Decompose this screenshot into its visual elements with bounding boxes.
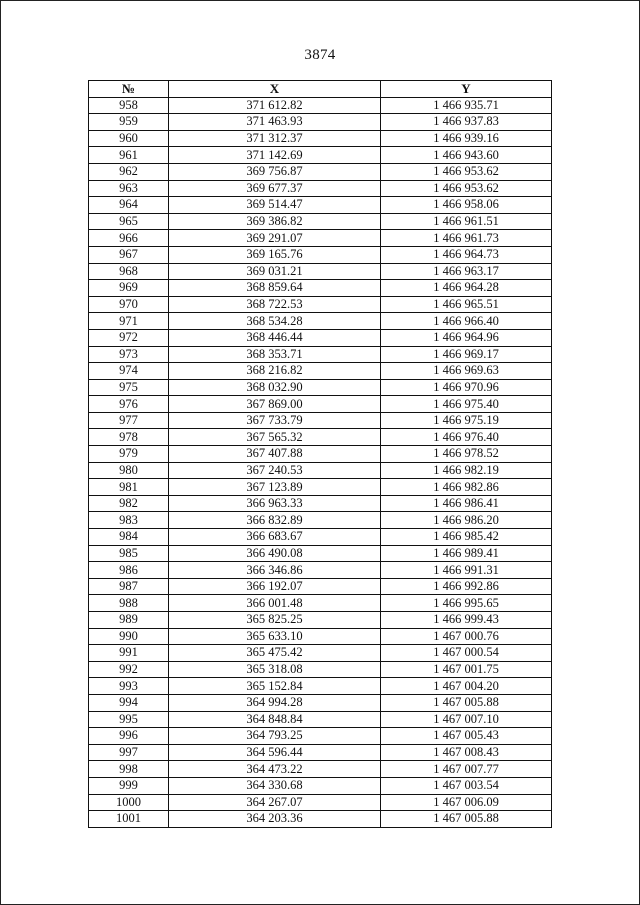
cell-x: 364 994.28 xyxy=(169,694,381,711)
cell-y: 1 466 985.42 xyxy=(381,529,552,546)
cell-number: 958 xyxy=(89,97,169,114)
cell-number: 960 xyxy=(89,130,169,147)
cell-x: 368 353.71 xyxy=(169,346,381,363)
cell-y: 1 466 953.62 xyxy=(381,180,552,197)
cell-number: 966 xyxy=(89,230,169,247)
table-row xyxy=(89,346,552,363)
cell-number: 978 xyxy=(89,429,169,446)
cell-y: 1 467 004.20 xyxy=(381,678,552,695)
cell-y: 1 466 999.43 xyxy=(381,612,552,629)
table-row xyxy=(89,728,552,745)
cell-x: 368 859.64 xyxy=(169,280,381,297)
cell-number: 964 xyxy=(89,197,169,214)
cell-x: 366 832.89 xyxy=(169,512,381,529)
cell-number: 971 xyxy=(89,313,169,330)
table-row xyxy=(89,296,552,313)
cell-x: 369 756.87 xyxy=(169,163,381,180)
cell-y: 1 466 964.96 xyxy=(381,329,552,346)
table-row xyxy=(89,711,552,728)
cell-x: 369 386.82 xyxy=(169,213,381,230)
table-row xyxy=(89,446,552,463)
cell-y: 1 467 008.43 xyxy=(381,744,552,761)
cell-y: 1 466 961.73 xyxy=(381,230,552,247)
table-row xyxy=(89,379,552,396)
cell-x: 371 463.93 xyxy=(169,114,381,131)
cell-number: 998 xyxy=(89,761,169,778)
cell-number: 983 xyxy=(89,512,169,529)
cell-number: 987 xyxy=(89,578,169,595)
cell-number: 995 xyxy=(89,711,169,728)
cell-y: 1 467 001.75 xyxy=(381,661,552,678)
table-row xyxy=(89,777,552,794)
cell-y: 1 466 966.40 xyxy=(381,313,552,330)
cell-x: 368 216.82 xyxy=(169,363,381,380)
cell-y: 1 466 937.83 xyxy=(381,114,552,131)
cell-y: 1 467 005.43 xyxy=(381,728,552,745)
cell-x: 364 848.84 xyxy=(169,711,381,728)
cell-y: 1 467 007.10 xyxy=(381,711,552,728)
table-row xyxy=(89,313,552,330)
cell-y: 1 466 986.20 xyxy=(381,512,552,529)
cell-number: 982 xyxy=(89,495,169,512)
cell-y: 1 466 963.17 xyxy=(381,263,552,280)
table-row xyxy=(89,147,552,164)
table-row xyxy=(89,495,552,512)
cell-number: 989 xyxy=(89,612,169,629)
cell-number: 973 xyxy=(89,346,169,363)
table-row xyxy=(89,744,552,761)
page-number: 3874 xyxy=(304,47,336,63)
cell-number: 970 xyxy=(89,296,169,313)
cell-y: 1 466 978.52 xyxy=(381,446,552,463)
table-row xyxy=(89,329,552,346)
cell-x: 365 825.25 xyxy=(169,612,381,629)
table-row xyxy=(89,612,552,629)
cell-number: 988 xyxy=(89,595,169,612)
cell-number: 990 xyxy=(89,628,169,645)
column-header-y: Y xyxy=(381,81,552,98)
table-row xyxy=(89,661,552,678)
cell-number: 977 xyxy=(89,412,169,429)
table-header-row xyxy=(89,81,552,98)
cell-number: 991 xyxy=(89,645,169,662)
cell-number: 976 xyxy=(89,396,169,413)
cell-x: 371 612.82 xyxy=(169,97,381,114)
cell-number: 1000 xyxy=(89,794,169,811)
cell-x: 371 142.69 xyxy=(169,147,381,164)
cell-number: 1001 xyxy=(89,811,169,828)
cell-y: 1 466 970.96 xyxy=(381,379,552,396)
cell-y: 1 467 005.88 xyxy=(381,694,552,711)
cell-y: 1 466 964.73 xyxy=(381,246,552,263)
cell-x: 366 192.07 xyxy=(169,578,381,595)
cell-y: 1 466 976.40 xyxy=(381,429,552,446)
cell-x: 366 963.33 xyxy=(169,495,381,512)
table-row xyxy=(89,97,552,114)
cell-y: 1 466 991.31 xyxy=(381,562,552,579)
cell-number: 963 xyxy=(89,180,169,197)
table-row xyxy=(89,794,552,811)
cell-number: 961 xyxy=(89,147,169,164)
cell-x: 365 318.08 xyxy=(169,661,381,678)
table-row xyxy=(89,628,552,645)
table-row xyxy=(89,197,552,214)
cell-number: 996 xyxy=(89,728,169,745)
cell-y: 1 466 965.51 xyxy=(381,296,552,313)
cell-y: 1 467 000.76 xyxy=(381,628,552,645)
table-row xyxy=(89,529,552,546)
cell-y: 1 466 969.17 xyxy=(381,346,552,363)
table-row xyxy=(89,230,552,247)
cell-number: 967 xyxy=(89,246,169,263)
table-row xyxy=(89,512,552,529)
cell-y: 1 466 964.28 xyxy=(381,280,552,297)
cell-x: 366 490.08 xyxy=(169,545,381,562)
cell-x: 368 722.53 xyxy=(169,296,381,313)
table-row xyxy=(89,363,552,380)
cell-x: 364 330.68 xyxy=(169,777,381,794)
cell-x: 366 683.67 xyxy=(169,529,381,546)
cell-y: 1 466 982.86 xyxy=(381,479,552,496)
cell-number: 974 xyxy=(89,363,169,380)
cell-number: 975 xyxy=(89,379,169,396)
cell-x: 368 032.90 xyxy=(169,379,381,396)
cell-x: 367 733.79 xyxy=(169,412,381,429)
cell-y: 1 466 939.16 xyxy=(381,130,552,147)
cell-y: 1 466 935.71 xyxy=(381,97,552,114)
cell-x: 368 446.44 xyxy=(169,329,381,346)
cell-x: 367 240.53 xyxy=(169,462,381,479)
table-row xyxy=(89,396,552,413)
cell-x: 367 565.32 xyxy=(169,429,381,446)
cell-number: 992 xyxy=(89,661,169,678)
cell-y: 1 466 975.19 xyxy=(381,412,552,429)
cell-x: 364 793.25 xyxy=(169,728,381,745)
cell-number: 985 xyxy=(89,545,169,562)
cell-number: 962 xyxy=(89,163,169,180)
table-row xyxy=(89,578,552,595)
cell-y: 1 467 006.09 xyxy=(381,794,552,811)
table-row xyxy=(89,130,552,147)
cell-x: 371 312.37 xyxy=(169,130,381,147)
cell-number: 965 xyxy=(89,213,169,230)
cell-number: 993 xyxy=(89,678,169,695)
cell-x: 369 291.07 xyxy=(169,230,381,247)
cell-number: 972 xyxy=(89,329,169,346)
cell-number: 981 xyxy=(89,479,169,496)
table-row xyxy=(89,811,552,828)
cell-x: 365 475.42 xyxy=(169,645,381,662)
cell-x: 365 633.10 xyxy=(169,628,381,645)
column-header-number: № xyxy=(89,81,169,98)
table-row xyxy=(89,263,552,280)
table-row xyxy=(89,180,552,197)
cell-y: 1 467 003.54 xyxy=(381,777,552,794)
cell-x: 366 346.86 xyxy=(169,562,381,579)
cell-number: 969 xyxy=(89,280,169,297)
cell-x: 364 473.22 xyxy=(169,761,381,778)
table-row xyxy=(89,694,552,711)
table-row xyxy=(89,479,552,496)
cell-number: 997 xyxy=(89,744,169,761)
cell-x: 369 514.47 xyxy=(169,197,381,214)
cell-x: 364 596.44 xyxy=(169,744,381,761)
cell-x: 369 677.37 xyxy=(169,180,381,197)
table-row xyxy=(89,412,552,429)
cell-x: 367 123.89 xyxy=(169,479,381,496)
table-row xyxy=(89,645,552,662)
column-header-x: X xyxy=(169,81,381,98)
cell-x: 366 001.48 xyxy=(169,595,381,612)
cell-y: 1 466 953.62 xyxy=(381,163,552,180)
cell-number: 999 xyxy=(89,777,169,794)
table-body xyxy=(89,97,552,827)
cell-y: 1 466 989.41 xyxy=(381,545,552,562)
cell-x: 364 267.07 xyxy=(169,794,381,811)
table-row xyxy=(89,163,552,180)
cell-y: 1 466 995.65 xyxy=(381,595,552,612)
cell-number: 984 xyxy=(89,529,169,546)
cell-y: 1 466 975.40 xyxy=(381,396,552,413)
cell-y: 1 466 982.19 xyxy=(381,462,552,479)
cell-x: 367 407.88 xyxy=(169,446,381,463)
table-row xyxy=(89,462,552,479)
table-row xyxy=(89,429,552,446)
cell-y: 1 466 969.63 xyxy=(381,363,552,380)
cell-number: 959 xyxy=(89,114,169,131)
table-row xyxy=(89,213,552,230)
cell-y: 1 467 005.88 xyxy=(381,811,552,828)
table-row xyxy=(89,761,552,778)
cell-number: 994 xyxy=(89,694,169,711)
cell-x: 367 869.00 xyxy=(169,396,381,413)
table-row xyxy=(89,246,552,263)
cell-y: 1 466 992.86 xyxy=(381,578,552,595)
cell-y: 1 467 007.77 xyxy=(381,761,552,778)
table-row xyxy=(89,678,552,695)
cell-y: 1 466 961.51 xyxy=(381,213,552,230)
cell-y: 1 467 000.54 xyxy=(381,645,552,662)
cell-y: 1 466 958.06 xyxy=(381,197,552,214)
coordinates-table xyxy=(88,80,552,828)
cell-number: 986 xyxy=(89,562,169,579)
cell-x: 365 152.84 xyxy=(169,678,381,695)
cell-x: 364 203.36 xyxy=(169,811,381,828)
cell-x: 368 534.28 xyxy=(169,313,381,330)
table-row xyxy=(89,562,552,579)
cell-x: 369 031.21 xyxy=(169,263,381,280)
table-row xyxy=(89,280,552,297)
table-row xyxy=(89,595,552,612)
cell-number: 980 xyxy=(89,462,169,479)
cell-y: 1 466 986.41 xyxy=(381,495,552,512)
cell-number: 968 xyxy=(89,263,169,280)
cell-number: 979 xyxy=(89,446,169,463)
table-row xyxy=(89,114,552,131)
cell-x: 369 165.76 xyxy=(169,246,381,263)
table-row xyxy=(89,545,552,562)
cell-y: 1 466 943.60 xyxy=(381,147,552,164)
